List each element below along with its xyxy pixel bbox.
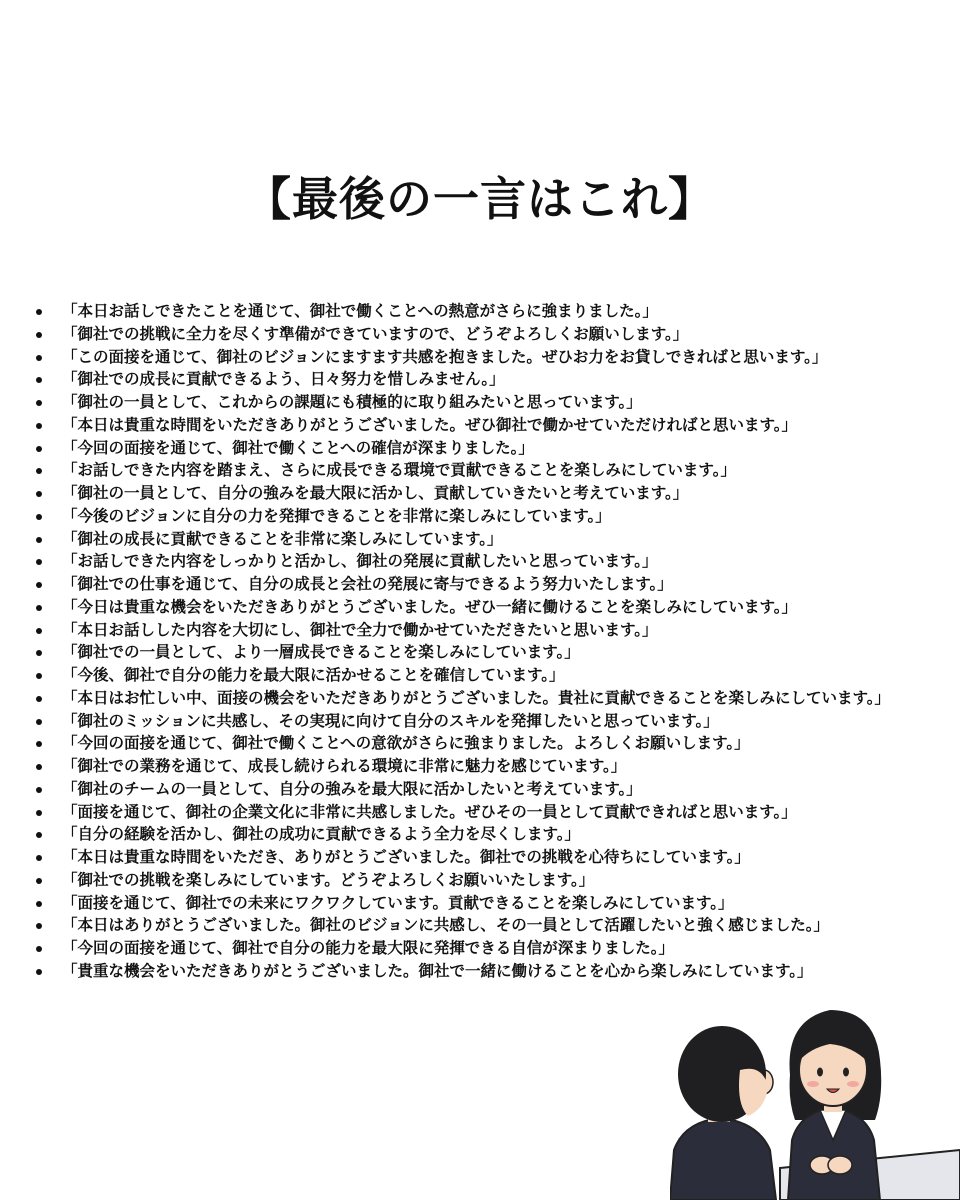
bullet-icon — [36, 764, 42, 770]
phrase-text: 「この面接を通じて、御社のビジョンにますます共感を抱きました。ぜひお力をお貸しできればと思います。」 — [62, 347, 828, 366]
phrase-list — [34, 300, 954, 983]
phrase-text: 「面接を通じて、御社の企業文化に非常に共感しました。ぜひその一員として貢献できればと思います。」 — [62, 802, 797, 821]
bullet-icon — [36, 582, 42, 588]
phrase-text: 「自分の経験を活かし、御社の成功に貢献できるよう全力を尽くします。」 — [62, 825, 581, 844]
interview-illustration-icon — [670, 1000, 960, 1200]
bullet-icon — [36, 355, 42, 361]
list-item — [34, 391, 954, 414]
interviewer-figure — [788, 1010, 881, 1200]
bullet-icon — [36, 741, 42, 747]
bullet-icon — [36, 878, 42, 884]
phrase-text: 「今回の面接を通じて、御社で自分の能力を最大限に発揮できる自信が深まりました。」 — [62, 939, 674, 957]
list-item — [34, 459, 954, 482]
list-item — [34, 869, 954, 892]
phrase-text: 「御社での仕事を通じて、自分の成長と会社の発展に寄与できるよう努力いたします。」 — [62, 575, 673, 593]
bullet-icon — [36, 514, 42, 520]
page-title: 【最後の一言はこれ】 — [245, 172, 715, 226]
bullet-icon — [36, 559, 42, 565]
bullet-icon — [36, 491, 42, 497]
phrase-text: 「御社での成長に貢献できるよう、日々努力を惜しみません。」 — [62, 370, 505, 389]
list-item — [34, 937, 954, 960]
phrase-text: 「今回の面接を通じて、御社で働くことへの意欲がさらに強まりました。よろしくお願いします。」 — [62, 734, 750, 753]
list-item — [34, 914, 954, 937]
phrase-text: 「本日はありがとうございました。御社のビジョンに共感し、その一員として活躍したいと強く感じました。」 — [62, 916, 829, 935]
list-item — [34, 732, 954, 755]
phrase-text: 「今後、御社で自分の能力を最大限に活かせることを確信しています。」 — [62, 666, 565, 684]
bullet-icon — [36, 400, 42, 406]
bullet-icon — [36, 650, 42, 656]
list-item — [34, 778, 954, 801]
phrase-text: 「御社の一員として、これからの課題にも積極的に取り組みたいと思っています。」 — [62, 393, 642, 411]
list-item — [34, 801, 954, 824]
list-item — [34, 641, 954, 664]
phrase-text: 「お話しできた内容をしっかりと活かし、御社の発展に貢献したいと思っています。」 — [62, 552, 658, 571]
phrase-text: 「貴重な機会をいただきありがとうございました。御社で一緒に働けることを心から楽しみにしています。」 — [62, 961, 813, 980]
bullet-icon — [36, 855, 42, 861]
list-item — [34, 755, 954, 778]
bullet-icon — [36, 969, 42, 975]
bullet-icon — [36, 810, 42, 816]
bullet-icon — [36, 901, 42, 907]
phrase-text: 「今日は貴重な機会をいただきありがとうございました。ぜひ一緒に働けることを楽しみにしています。」 — [62, 597, 798, 616]
bullet-icon — [36, 468, 42, 474]
list-item — [34, 892, 954, 915]
bullet-icon — [36, 673, 42, 679]
list-item — [34, 368, 954, 391]
candidate-figure — [670, 1026, 776, 1200]
phrase-text: 「面接を通じて、御社での未来にワクワクしています。貢献できることを楽しみにしています。」 — [62, 893, 734, 912]
phrase-text: 「御社のミッションに共感し、その実現に向けて自分のスキルを発揮したいと思っています。」 — [62, 711, 719, 730]
list-item — [34, 437, 954, 460]
list-item — [34, 323, 954, 346]
bullet-icon — [36, 377, 42, 383]
list-item — [34, 414, 954, 437]
list-item — [34, 482, 954, 505]
list-item — [34, 710, 954, 733]
bullet-icon — [36, 628, 42, 634]
phrase-text: 「本日はお忙しい中、面接の機会をいただきありがとうございました。貴社に貢献できることを楽しみにしています。」 — [62, 688, 891, 707]
list-item — [34, 823, 954, 846]
bullet-icon — [36, 923, 42, 929]
phrase-text: 「本日は貴重な時間をいただきありがとうございました。ぜひ御社で働かせていただければと思います。」 — [62, 415, 798, 434]
list-item — [34, 664, 954, 687]
bullet-icon — [36, 719, 42, 725]
phrase-text: 「お話しできた内容を踏まえ、さらに成長できる環境で貢献できることを楽しみにしています。」 — [62, 461, 736, 480]
phrase-text: 「御社での業務を通じて、成長し続けられる環境に非常に魅力を感じています。」 — [62, 757, 627, 775]
list-item — [34, 573, 954, 596]
list-item — [34, 596, 954, 619]
bullet-icon — [36, 787, 42, 793]
list-item — [34, 619, 954, 642]
list-item — [34, 300, 954, 323]
list-item — [34, 505, 954, 528]
phrase-text: 「御社の成長に貢献できることを非常に楽しみにしています。」 — [62, 529, 503, 548]
phrase-text: 「御社での挑戦に全力を尽くす準備ができていますので、どうぞよろしくお願いします。」 — [62, 324, 689, 343]
list-item — [34, 960, 954, 983]
bullet-icon — [36, 309, 42, 315]
phrase-text: 「御社のチームの一員として、自分の強みを最大限に活かしたいと考えています。」 — [62, 779, 642, 798]
list-item — [34, 550, 954, 573]
phrase-text: 「本日お話しした内容を大切にし、御社で全力で働かせていただきたいと思います。」 — [62, 620, 658, 639]
list-item — [34, 346, 954, 369]
phrase-text: 「御社の一員として、自分の強みを最大限に活かし、貢献していきたいと考えています。」 — [62, 484, 689, 502]
phrase-text: 「今後のビジョンに自分の力を発揮できることを非常に楽しみにしています。」 — [62, 506, 611, 525]
phrase-text: 「本日お話しできたことを通じて、御社で働くことへの熱意がさらに強まりました。」 — [62, 302, 658, 320]
phrase-text: 「御社での挑戦を楽しみにしています。どうぞよろしくお願いいたします。」 — [62, 870, 595, 889]
phrase-text: 「今回の面接を通じて、御社で働くことへの確信が深まりました。」 — [62, 438, 534, 457]
phrase-text: 「御社での一員として、より一層成長できることを楽しみにしています。」 — [62, 643, 580, 662]
bullet-icon — [36, 423, 42, 429]
bullet-icon — [36, 446, 42, 452]
bullet-icon — [36, 537, 42, 543]
bullet-icon — [36, 946, 42, 952]
list-item — [34, 687, 954, 710]
bullet-icon — [36, 832, 42, 838]
bullet-icon — [36, 605, 42, 611]
list-item — [34, 846, 954, 869]
phrase-text: 「本日は貴重な時間をいただき、ありがとうございました。御社での挑戦を心待ちにしています。」 — [62, 848, 750, 866]
bullet-icon — [36, 696, 42, 702]
bullet-icon — [36, 332, 42, 338]
list-item — [34, 528, 954, 551]
